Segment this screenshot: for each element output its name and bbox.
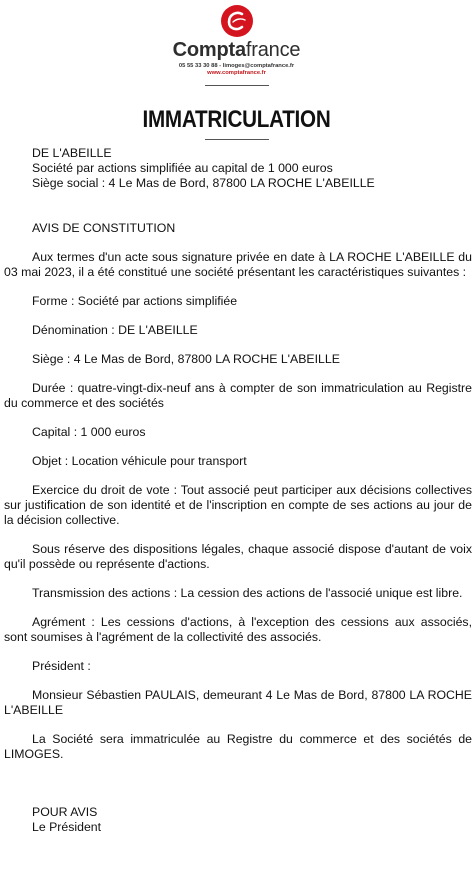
- company-registered-office: Siège social : 4 Le Mas de Bord, 87800 LA ROCHE L'ABEILLE: [32, 176, 375, 190]
- logo-contact: 05 55 33 30 88 - limoges@comptafrance.fr: [178, 63, 295, 69]
- logo-website: www.comptafrance.fr: [207, 70, 266, 76]
- paragraph-duree: Durée : quatre-vingt-dix-neuf ans à compter de son immatriculation au Registre du commerce et des sociétés: [4, 381, 472, 410]
- paragraph-siege: Siège : 4 Le Mas de Bord, 87800 LA ROCHE L'ABEILLE: [32, 352, 340, 366]
- logo-brand-light: france: [245, 39, 301, 61]
- logo-brand-name: [0, 39, 473, 61]
- notice-body: [4, 146, 472, 835]
- notice-title: AVIS DE CONSTITUTION: [32, 221, 176, 235]
- title-divider: [205, 139, 269, 140]
- logo-divider: [205, 85, 269, 86]
- paragraph-registre: La Société sera immatriculée au Registre du commerce et des sociétés de LIMOGES.: [4, 732, 472, 761]
- paragraph-president-label: Président :: [32, 659, 91, 673]
- paragraph-vote: Exercice du droit de vote : Tout associé peut participer aux décisions collectives sur justification de son identité et de l'inscription en compte de ses actions au jour de la décision collective.: [4, 483, 472, 527]
- paragraph-denomination: Dénomination : DE L'ABEILLE: [32, 323, 198, 337]
- paragraph-forme: Forme : Société par actions simplifiée: [32, 294, 238, 308]
- paragraph-president: Monsieur Sébastien PAULAIS, demeurant 4 Le Mas de Bord, 87800 LA ROCHE L'ABEILLE: [4, 688, 472, 717]
- paragraph-reserve: Sous réserve des dispositions légales, chaque associé dispose d'autant de voix qu'il possède ou représente d'actions.: [4, 542, 472, 571]
- paragraph-capital: Capital : 1 000 euros: [32, 425, 146, 439]
- paragraph-agrement: Agrément : Les cessions d'actions, à l'exception des cessions aux associés, sont soumises à l'agrément de la collectivité des associés.: [4, 615, 472, 644]
- paragraph-intro: Aux termes d'un acte sous signature privée en date à LA ROCHE L'ABEILLE du 03 mai 2023, il a été constitué une société présentant les caractéristiques suivantes :: [4, 250, 472, 279]
- paragraph-objet: Objet : Location véhicule pour transport: [32, 454, 247, 468]
- paragraph-transmission: Transmission des actions : La cession des actions de l'associé unique est libre.: [32, 586, 463, 600]
- logo-brand-bold: Compta: [172, 39, 246, 61]
- page-title: IMMATRICULATION: [142, 106, 331, 133]
- comptafrance-logo-icon: [220, 4, 254, 38]
- signature-line-1: POUR AVIS: [32, 805, 98, 819]
- signature-line-2: Le Président: [32, 820, 102, 834]
- company-name: DE L'ABEILLE: [32, 146, 112, 160]
- company-legal-form: Société par actions simplifiée au capital de 1 000 euros: [32, 161, 333, 175]
- comptafrance-logo: [0, 4, 473, 86]
